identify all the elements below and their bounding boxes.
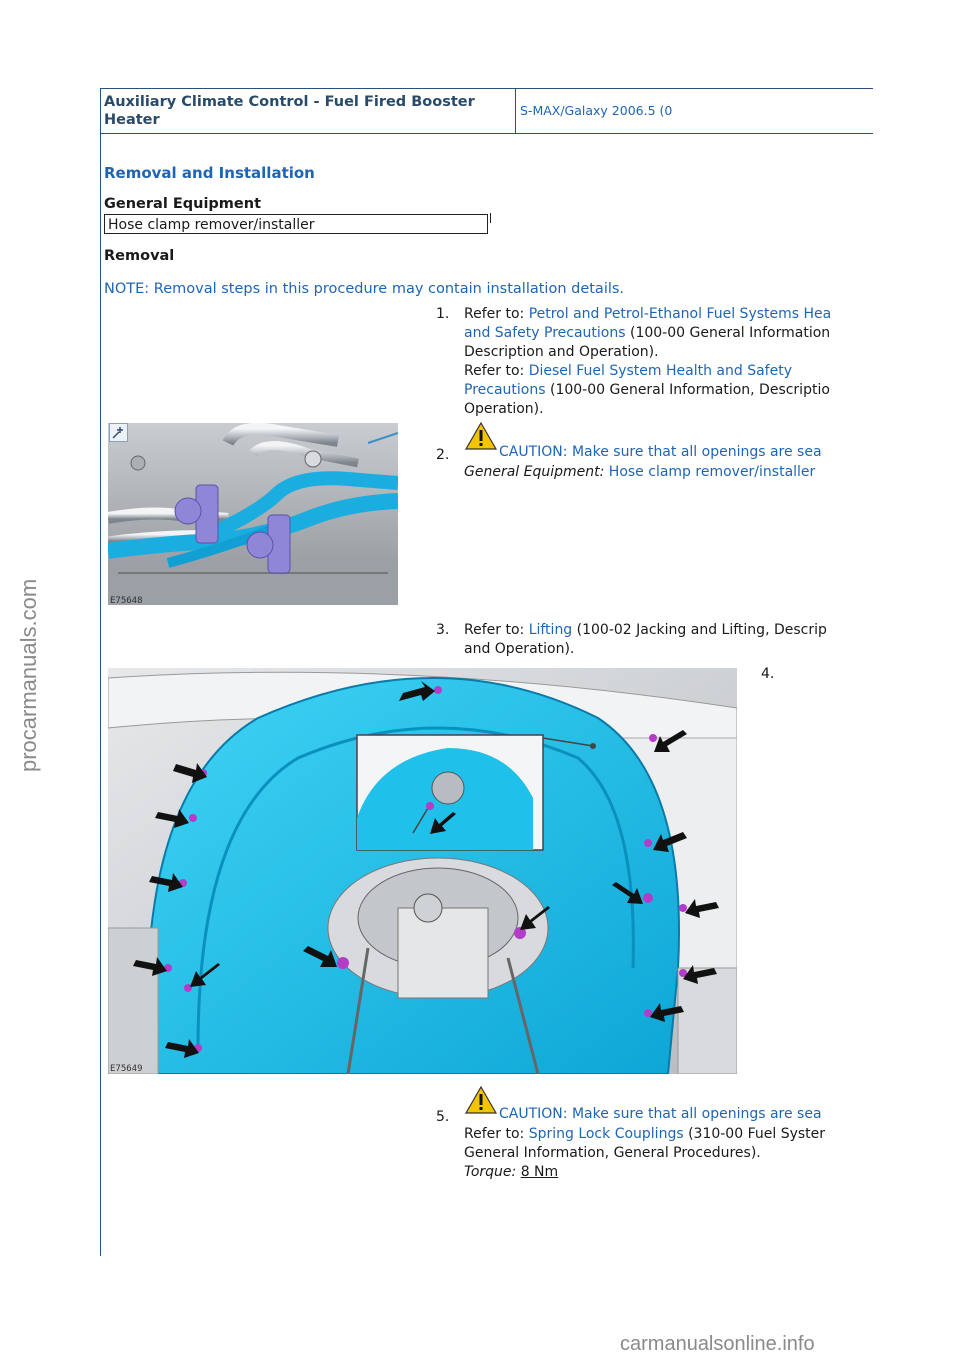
step-number: 4. — [761, 666, 775, 682]
zoom-in-icon[interactable] — [109, 423, 128, 442]
link-petrol-fuel-systems[interactable]: Petrol and Petrol-Ethanol Fuel Systems Hea — [528, 306, 832, 322]
link-spring-lock-couplings[interactable]: Spring Lock Couplings — [528, 1126, 684, 1142]
refer-to-label: Refer to: — [464, 1126, 529, 1142]
reference-text: (100-02 Jacking and Lifting, Descrip — [572, 622, 827, 638]
refer-to-label: Refer to: — [464, 363, 529, 379]
removal-heading: Removal — [104, 248, 175, 264]
step-number: 5. — [436, 1109, 450, 1125]
link-diesel-fuel-system[interactable]: Diesel Fuel System Health and Safety — [528, 363, 792, 379]
vehicle-model: S-MAX/Galaxy 2006.5 (0 — [520, 103, 673, 118]
general-equipment-heading: General Equipment — [104, 196, 262, 212]
torque-value: 8 Nm — [520, 1164, 559, 1180]
step-1-text — [464, 305, 873, 419]
hose-clamp-illustration — [108, 423, 398, 605]
caution-text — [499, 443, 873, 462]
figure-label: E75648 — [110, 596, 143, 606]
wheel-arch-liner-illustration — [108, 668, 737, 1074]
reference-text: Operation). — [464, 401, 544, 417]
link-lifting[interactable]: Lifting — [528, 622, 573, 638]
refer-to-label: Refer to: — [464, 622, 529, 638]
reference-text: (100-00 General Information, Descriptio — [545, 382, 830, 398]
caution-message: CAUTION: Make sure that all openings are sea — [499, 1106, 822, 1122]
step-3-text — [464, 621, 873, 659]
equipment-table-cell: Hose clamp remover/installer — [104, 214, 488, 234]
header-divider — [515, 88, 516, 133]
step-2-equipment — [464, 463, 873, 482]
side-watermark — [6, 320, 46, 780]
figure-hose-clamps — [108, 423, 398, 605]
reference-text: (100-00 General Information — [625, 325, 831, 341]
step-number: 1. — [436, 306, 450, 322]
side-watermark-text: procarmanuals.com — [16, 578, 41, 772]
figure-wheel-arch-liner — [108, 668, 737, 1074]
caution-text — [499, 1105, 873, 1124]
reference-text: General Information, General Procedures). — [464, 1145, 761, 1161]
reference-text: Description and Operation). — [464, 344, 659, 360]
page-title: Auxiliary Climate Control - Fuel Fired Booster Heater — [104, 94, 475, 128]
warning-triangle-icon — [464, 1085, 498, 1115]
torque-label: Torque: — [464, 1164, 517, 1180]
reference-text: and Operation). — [464, 641, 575, 657]
footer-watermark: carmanualsonline.info — [620, 1333, 815, 1355]
step-number: 2. — [436, 447, 450, 463]
caution-message: CAUTION: Make sure that all openings are sea — [499, 444, 822, 460]
table-edge — [490, 213, 491, 223]
refer-to-label: Refer to: — [464, 306, 529, 322]
reference-text: (310-00 Fuel Syster — [683, 1126, 826, 1142]
removal-note: NOTE: Removal steps in this procedure may contain installation details. — [104, 281, 625, 297]
section-title: Removal and Installation — [104, 164, 315, 182]
link-hose-clamp-tool[interactable]: Hose clamp remover/installer — [608, 464, 816, 480]
step-5-text — [464, 1125, 873, 1182]
step-number: 3. — [436, 622, 450, 638]
warning-triangle-icon — [464, 421, 498, 451]
link-precautions[interactable]: Precautions — [464, 382, 546, 398]
equipment-label: General Equipment: — [464, 464, 605, 480]
figure-label: E75649 — [110, 1064, 143, 1074]
link-safety-precautions[interactable]: and Safety Precautions — [464, 325, 626, 341]
left-margin-rule — [100, 88, 101, 1256]
